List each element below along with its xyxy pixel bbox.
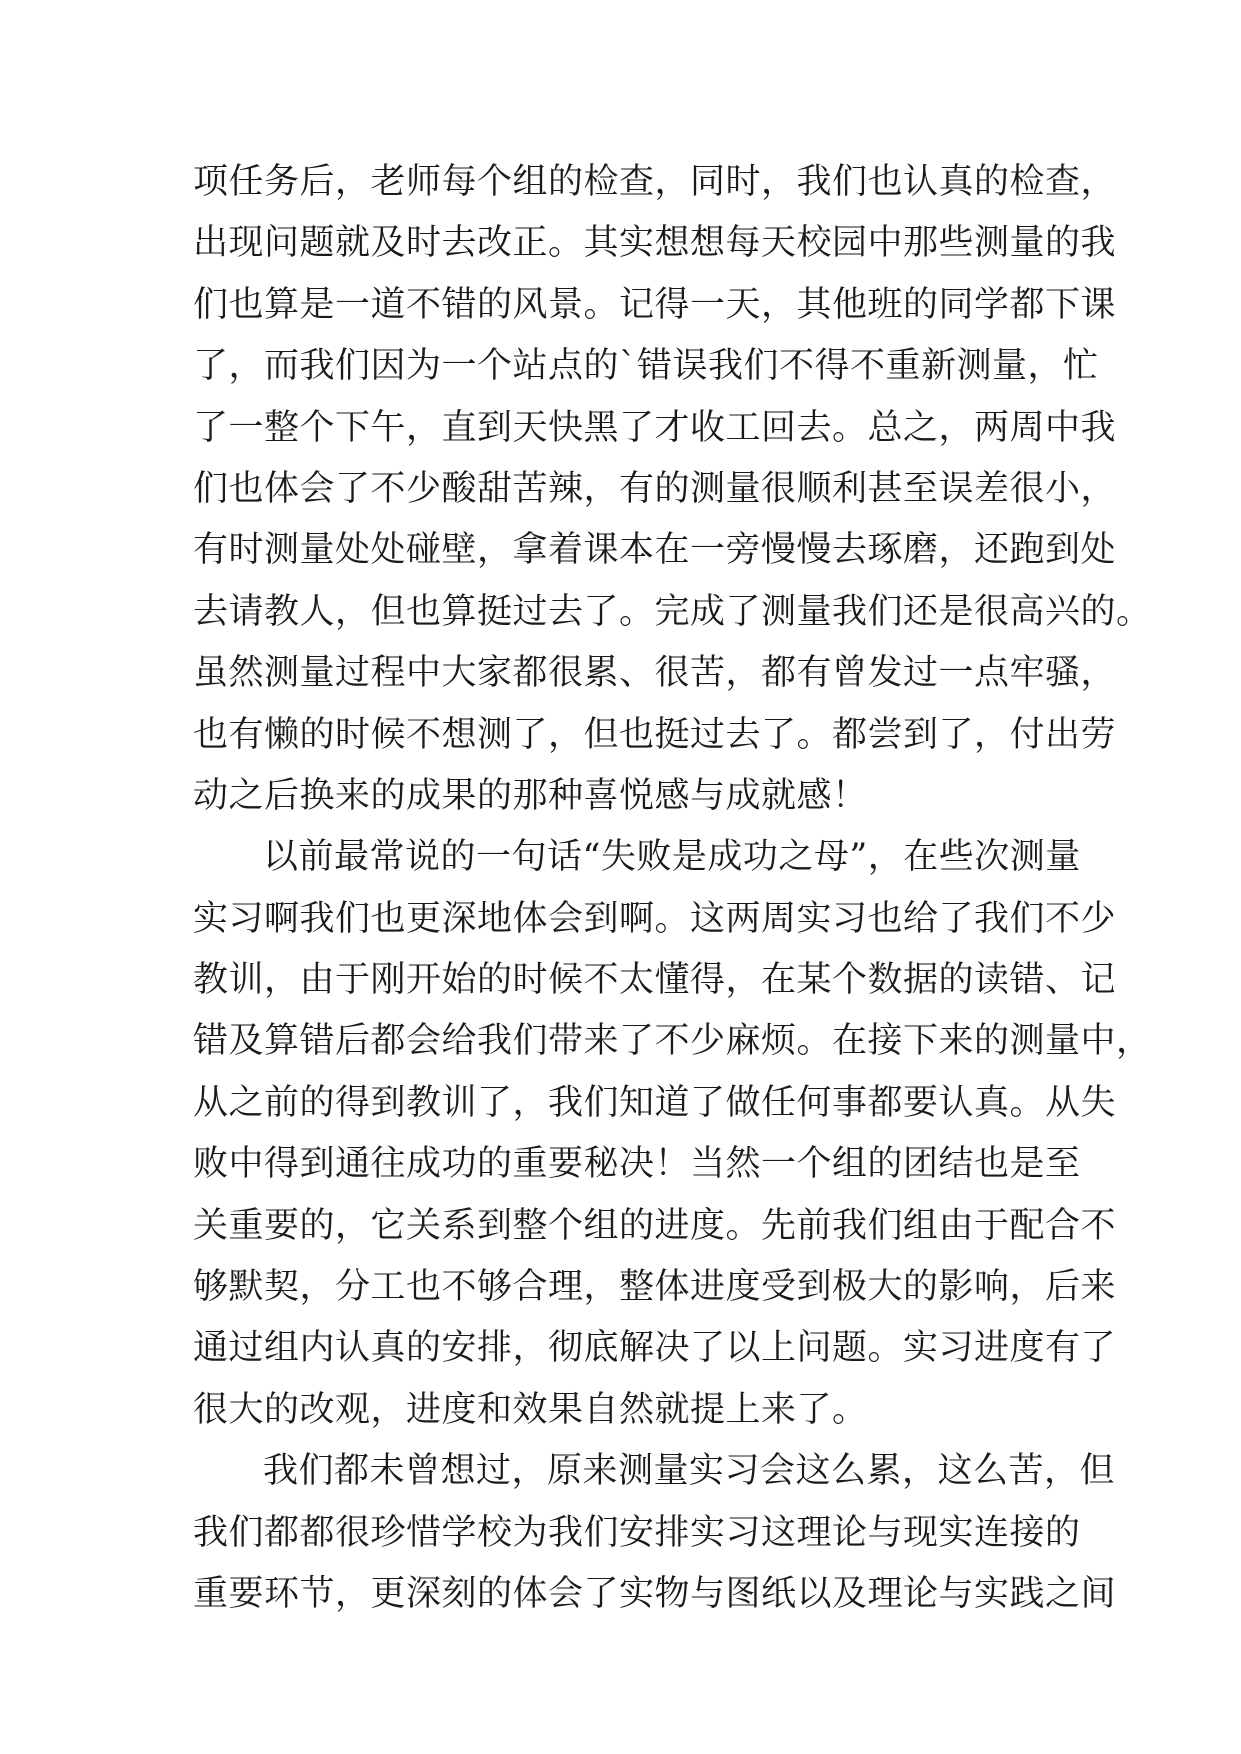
- text-line: 重要环节，更深刻的体会了实物与图纸以及理论与实践之间: [193, 1573, 1117, 1614]
- text-line: 教训，由于刚开始的时候不太懂得，在某个数据的读错、记: [193, 960, 1117, 1001]
- text-line: 出现问题就及时去改正。其实想想每天校园中那些测量的我: [193, 223, 1117, 264]
- text-line: 去请教人，但也算挺过去了。完成了测量我们还是很高兴的。: [193, 591, 1152, 632]
- text-line: 有时测量处处碰壁，拿着课本在一旁慢慢去琢磨，还跑到处: [193, 530, 1117, 571]
- text-line: 项任务后，老师每个组的检查，同时，我们也认真的检查，: [193, 162, 1117, 202]
- text-line: 错及算错后都会给我们带来了不少麻烦。在接下来的测量中，: [193, 1021, 1152, 1062]
- text-line: 了，而我们因为一个站点的`错误我们不得不重新测量，忙: [193, 346, 1099, 387]
- text-line: 们也算是一道不错的风景。记得一天，其他班的同学都下课: [193, 284, 1117, 325]
- text-line: 也有懒的时候不想测了，但也挺过去了。都尝到了，付出劳: [193, 714, 1117, 755]
- text-line: 很大的改观，进度和效果自然就提上来了。: [193, 1389, 868, 1430]
- text-line: 虽然测量过程中大家都很累、很苦，都有曾发过一点牢骚，: [193, 653, 1117, 694]
- text-line: 我们都都很珍惜学校为我们安排实习这理论与现实连接的: [193, 1512, 1081, 1553]
- text-line: 们也体会了不少酸甜苦辣，有的测量很顺利甚至误差很小，: [193, 468, 1117, 509]
- text-line: 败中得到通往成功的重要秘决！当然一个组的团结也是至: [193, 1144, 1081, 1185]
- text-line: 我们都未曾想过，原来测量实习会这么累，这么苦，但: [263, 1451, 1116, 1492]
- text-line: 够默契，分工也不够合理，整体进度受到极大的影响，后来: [193, 1267, 1117, 1308]
- text-line: 了一整个下午，直到天快黑了才收工回去。总之，两周中我: [193, 407, 1117, 448]
- text-line: 以前最常说的一句话“失败是成功之母”，在些次测量: [263, 837, 1081, 878]
- body-text: [193, 152, 1152, 1625]
- text-line: 从之前的得到教训了，我们知道了做任何事都要认真。从失: [193, 1082, 1117, 1123]
- text-line: 动之后换来的成果的那种喜悦感与成就感！: [193, 775, 868, 816]
- text-line: 关重要的，它关系到整个组的进度。先前我们组由于配合不: [193, 1205, 1117, 1246]
- text-line: 实习啊我们也更深地体会到啊。这两周实习也给了我们不少: [193, 898, 1117, 939]
- text-line: 通过组内认真的安排，彻底解决了以上问题。实习进度有了: [193, 1328, 1117, 1369]
